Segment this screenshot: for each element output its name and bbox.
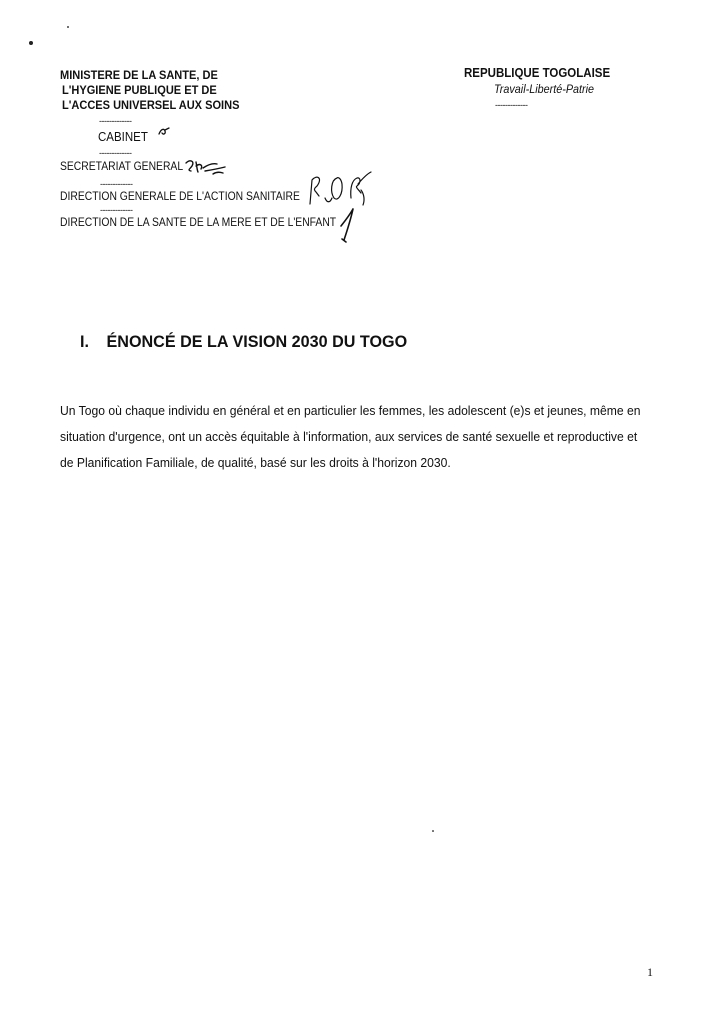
secretariat-general-label: SECRETARIAT GENERAL — [60, 161, 184, 173]
ministry-name-line-1: MINISTERE DE LA SANTE, DE — [60, 68, 218, 82]
cabinet-label: CABINET — [98, 130, 148, 144]
section-number: I. — [80, 332, 89, 351]
vision-statement-line-1: Un Togo où chaque individu en général et en particulier les femmes, les adolescent (e)s et jeunes, même en — [60, 403, 641, 418]
separator-dashes: ------------- — [495, 100, 528, 110]
direction-sante-mere-enfant-label: DIRECTION DE LA SANTE DE LA MERE ET DE L'ENFANT — [60, 217, 337, 229]
section-heading — [80, 332, 407, 352]
separator-dashes: ------------- — [100, 179, 133, 189]
handwritten-mark-cabinet — [157, 126, 171, 138]
country-name: REPUBLIQUE TOGOLAISE — [464, 66, 611, 80]
separator-dashes: ------------- — [100, 205, 133, 215]
vision-statement-line-2: situation d'urgence, ont un accès équitable à l'information, aux services de santé sexuelle et reproductive et — [60, 429, 638, 444]
ministry-name-line-3: L'ACCES UNIVERSEL AUX SOINS — [62, 98, 240, 112]
ministry-name-line-2: L'HYGIENE PUBLIQUE ET DE — [62, 83, 217, 97]
section-title: ÉNONCÉ DE LA VISION 2030 DU TOGO — [106, 332, 408, 351]
handwritten-reference-number — [303, 168, 375, 208]
national-motto: Travail-Liberté-Patrie — [494, 82, 595, 96]
handwritten-initials-secretariat — [183, 157, 229, 179]
handwritten-number-one — [337, 206, 357, 244]
direction-generale-label: DIRECTION GENERALE DE L'ACTION SANITAIRE — [60, 191, 300, 203]
separator-dashes: ------------- — [99, 116, 132, 126]
scan-speck — [432, 830, 434, 832]
scan-speck — [67, 26, 69, 28]
scan-speck — [29, 41, 33, 45]
vision-statement-paragraph — [60, 398, 663, 476]
separator-dashes: ------------- — [99, 148, 132, 158]
page-number: 1 — [647, 965, 653, 979]
vision-statement-line-3: de Planification Familiale, de qualité, basé sur les droits à l'horizon 2030. — [60, 455, 451, 470]
